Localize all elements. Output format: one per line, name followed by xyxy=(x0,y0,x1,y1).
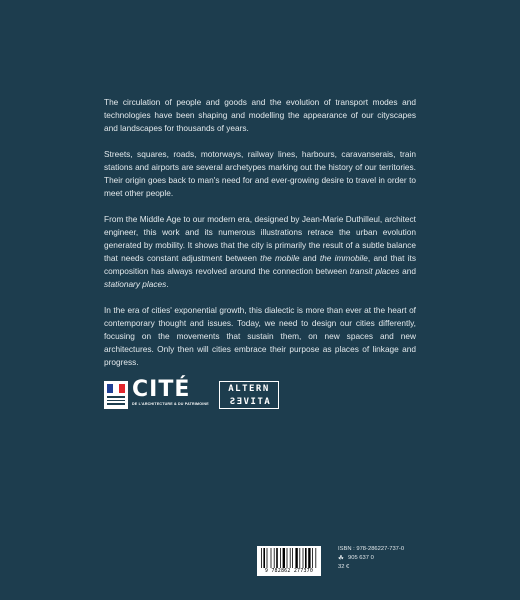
price: 32 € xyxy=(338,564,350,570)
cite-logo-subtitle: DE L'ARCHITECTURE & DU PATRIMOINE xyxy=(132,402,209,406)
paragraph-2: Streets, squares, roads, motorways, railway lines, harbours, caravanserais, train stations and airports are several archetypes marking out the history of our territories. Their origin goes back to man's need for and ever-growing desire to travel in order to meet other people. xyxy=(104,149,416,198)
flag-icon xyxy=(107,384,125,393)
alternatives-logo-top: ALTERN xyxy=(228,384,270,394)
trefoil-icon: ☘ xyxy=(338,555,344,562)
republique-francaise-logo xyxy=(104,381,128,409)
paragraph-4: In the era of cities' exponential growth, this dialectic is more than ever at the heart of contemporary thought and issues. Today, we need to design our cities differently, focusing on the movements that sustain them, on new spaces and new architectures. Only then will cities embrace their purpose as places of linkage and progress. xyxy=(104,305,416,367)
product-code: 905 637 0 xyxy=(348,555,374,561)
back-cover-text xyxy=(104,96,416,382)
paragraph-3: From the Middle Age to our modern era, designed by Jean-Marie Duthilleul, architect engineer, this work and its numerous illustrations retrace the urban evolution generated by mobility. It shows that the city is primarily the result of a subtle balance that needs constant adjustment between the mobile and the immobile, and that its composition has always revolved around the connection between transit places and stationary places. xyxy=(104,214,417,289)
cite-architecture-logo xyxy=(132,377,214,409)
cite-logo-word: CITÉ xyxy=(132,377,191,402)
isbn-line: ISBN : 978-286227-737-0 xyxy=(338,546,405,552)
barcode-bars xyxy=(260,548,318,568)
alternatives-logo xyxy=(219,381,279,409)
isbn-barcode xyxy=(257,546,321,576)
barcode-digits: 9 782862 277370 xyxy=(264,568,314,574)
alternatives-logo-bottom: ATIVES xyxy=(228,397,270,407)
paragraph-1: The circulation of people and goods and the evolution of transport modes and technologies have been shaping and modelling the appearance of our cityscapes and landscapes for thousands of years. xyxy=(104,97,416,133)
isbn-info xyxy=(338,545,404,572)
